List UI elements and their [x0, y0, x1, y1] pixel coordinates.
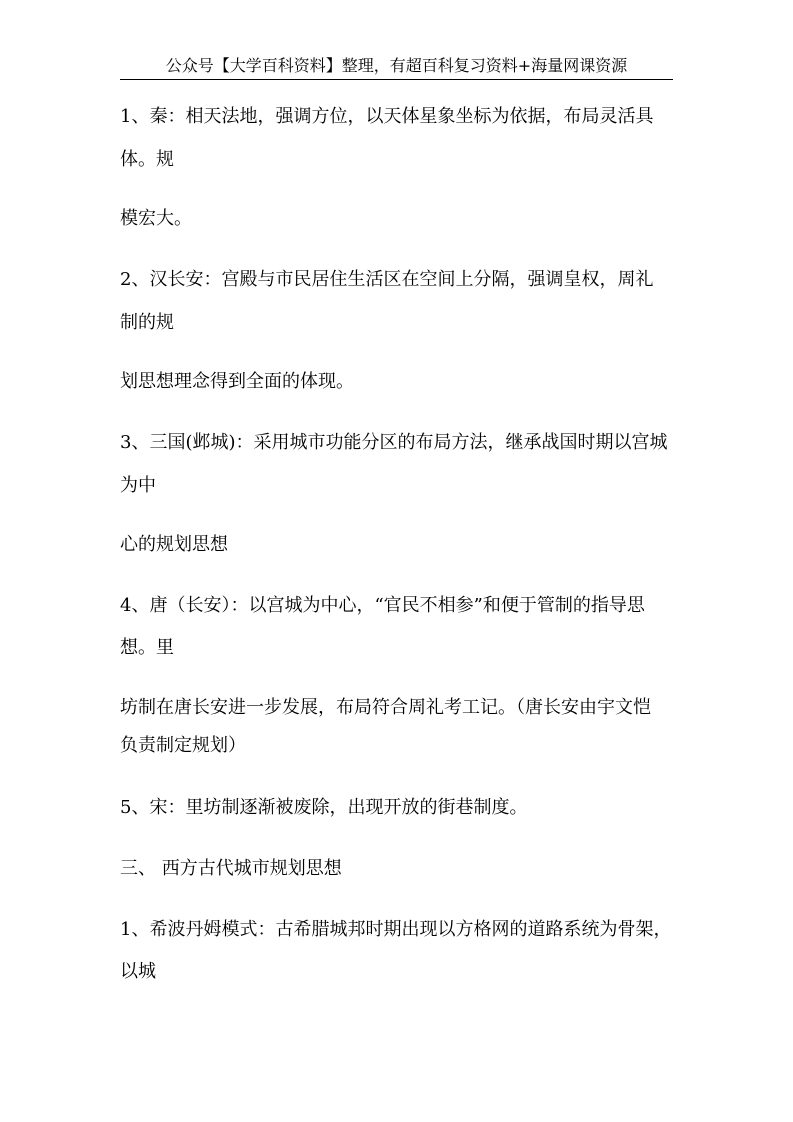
body-line: 3、三国(邺城)：采用城市功能分区的布局方法，继承战国时期以宫城 [120, 432, 668, 453]
body-line: 以城 [120, 961, 156, 982]
body-line: 负责制定规划） [120, 735, 246, 756]
body-line: 1、秦：相天法地，强调方位，以天体星象坐标为依据，布局灵活具 [120, 106, 654, 127]
body-line: 坊制在唐长安进一步发展，布局符合周礼考工记。（唐长安由宇文恺 [120, 697, 651, 718]
body-line: 想。里 [120, 637, 174, 658]
body-line: 模宏大。 [120, 208, 192, 229]
header-divider [120, 79, 673, 80]
body-line: 体。规 [120, 149, 174, 170]
body-line: 划思想理念得到全面的体现。 [120, 371, 354, 392]
body-line: 1、希波丹姆模式：古希腊城邦时期出现以方格网的道路系统为骨架， [120, 919, 672, 940]
body-line: 制的规 [120, 312, 174, 333]
body-line: 为中 [120, 475, 156, 496]
body-line: 心的规划思想 [120, 534, 228, 555]
section-heading: 三、 西方古代城市规划思想 [120, 858, 342, 879]
page-header: 公众号【大学百科资料】整理，有超百科复习资料+海量网课资源 [165, 56, 628, 75]
body-line: 2、汉长安：宫殿与市民居住生活区在空间上分隔，强调皇权，周礼 [120, 269, 654, 290]
body-line: 4、唐（长安）：以宫城为中心，“官民不相参”和便于管制的指导思 [120, 595, 645, 616]
body-line: 5、宋：里坊制逐渐被废除，出现开放的街巷制度。 [120, 797, 528, 818]
